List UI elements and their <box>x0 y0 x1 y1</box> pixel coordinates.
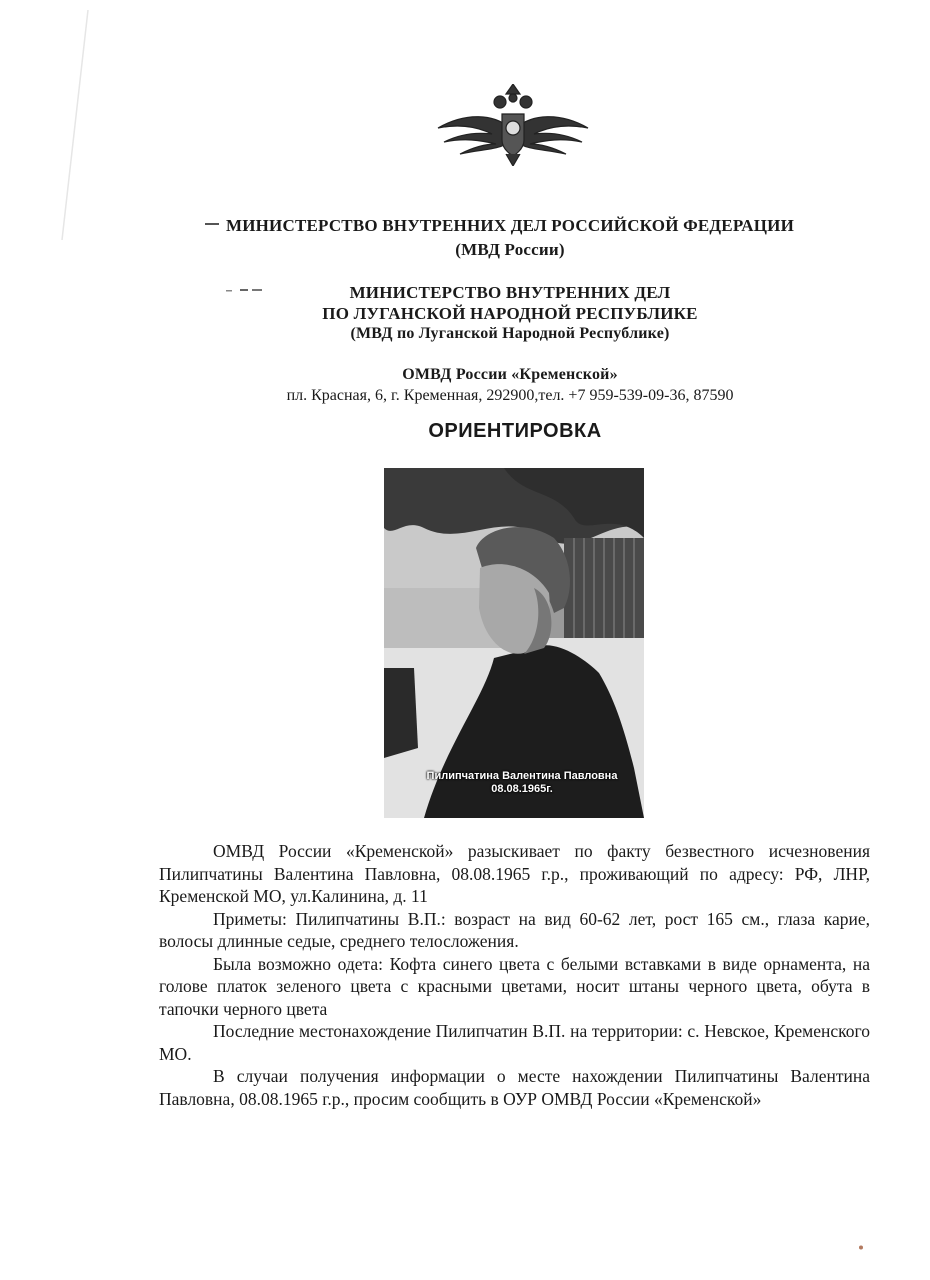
missing-person-photo <box>384 468 644 818</box>
scan-speck-mark <box>858 1245 864 1250</box>
paragraph-search-notice: ОМВД России «Кременской» разыскивает по факту безвестного исчезновения Пилипчатины Валентина Павловна, 08.08.1965 г.р., проживающий по адресу: РФ, ЛНР, Кременской МО, ул.Калинина, д. 11 <box>159 841 870 906</box>
department-address: пл. Красная, 6, г. Кременная, 292900,тел. +7 959-539-09-36, 87590 <box>286 387 734 404</box>
eagle-emblem-icon <box>436 84 590 166</box>
photo-caption-date: 08.08.1965г. <box>491 783 553 795</box>
paragraph-contact-request: В случаи получения информации о месте нахождении Пилипчатины Валентина Павловна, 08.08.1965 г.р., просим сообщить в ОУР ОМВД России «Кременской» <box>159 1066 870 1109</box>
paragraph-last-location: Последние местонахождение Пилипчатин В.П. на территории: с. Невское, Кременского МО. <box>159 1021 870 1064</box>
scan-speck-mark <box>205 222 219 226</box>
ministry-rf-short: (МВД России) <box>455 240 565 259</box>
document-body <box>159 840 870 1110</box>
photo-caption <box>424 770 620 796</box>
ministry-lnr-heading-line1: МИНИСТЕРСТВО ВНУТРЕННИХ ДЕЛ <box>349 283 671 302</box>
department-name: ОМВД России «Кременской» <box>402 366 618 383</box>
paragraph-clothing: Была возможно одета: Кофта синего цвета с белыми вставками в виде орнамента, на голове платок зеленого цвета с красными цветами, носит штаны черного цвета, обута в тапочки черного цвета <box>159 953 870 1019</box>
scan-edge-mark <box>60 10 90 240</box>
photo-caption-name: Пилипчатина Валентина Павловна <box>426 770 618 782</box>
paragraph-description: Приметы: Пилипчатины В.П.: возраст на вид 60-62 лет, рост 165 см., глаза карие, волосы длинные седые, среднего телосложения. <box>159 908 870 951</box>
ministry-lnr-short: (МВД по Луганской Народной Республике) <box>350 325 670 342</box>
document-title: ОРИЕНТИРОВКА <box>428 420 602 442</box>
photo-scene <box>384 468 644 818</box>
scan-speck-mark <box>226 287 262 293</box>
ministry-lnr-heading-line2: ПО ЛУГАНСКОЙ НАРОДНОЙ РЕСПУБЛИКЕ <box>322 304 698 323</box>
ministry-rf-heading: МИНИСТЕРСТВО ВНУТРЕННИХ ДЕЛ РОССИЙСКОЙ ФЕДЕРАЦИИ <box>225 216 795 235</box>
